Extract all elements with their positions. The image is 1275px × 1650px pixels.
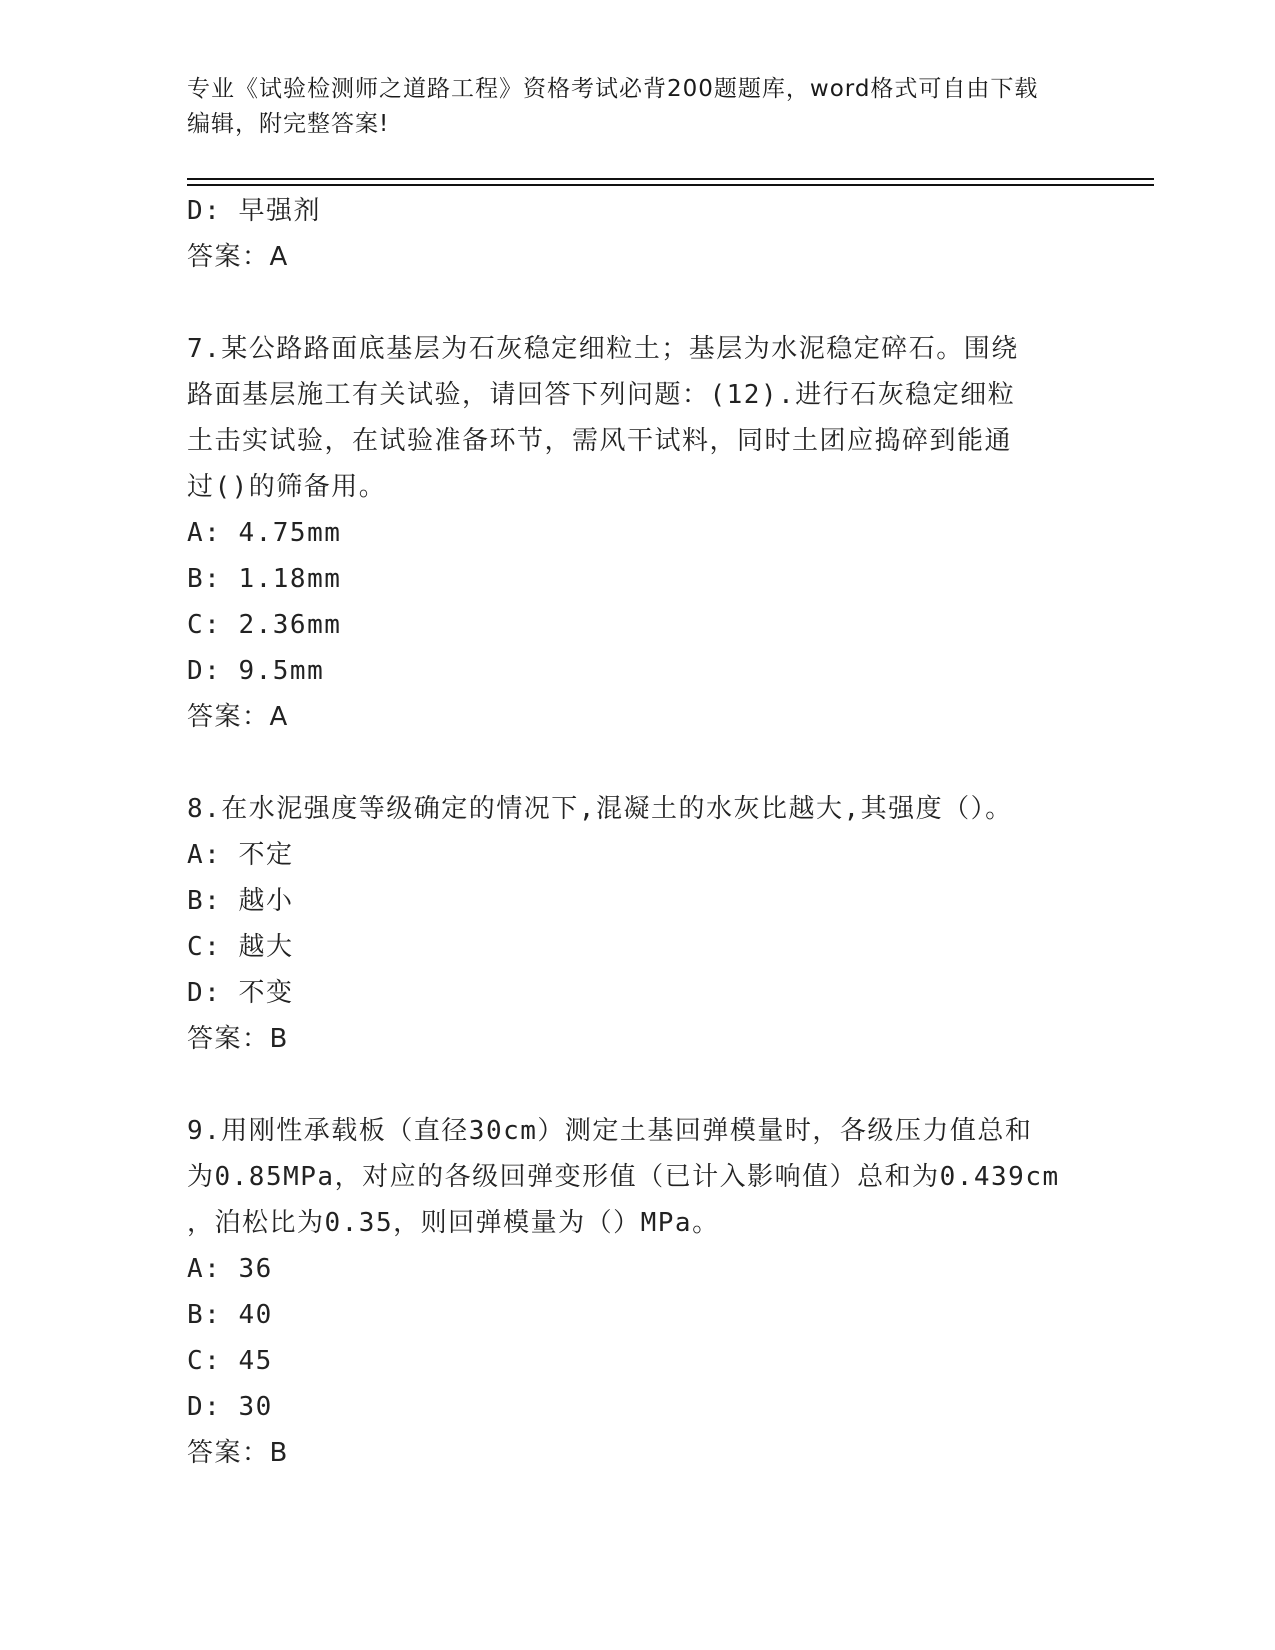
question-9	[187, 1108, 1087, 1476]
header-line-1: 专业《试验检测师之道路工程》资格考试必背200题题库，word格式可自由下载	[187, 76, 1039, 102]
question-line: 为0.85MPa，对应的各级回弹变形值（已计入影响值）总和为0.439cm	[187, 1162, 1060, 1192]
question-line: 路面基层施工有关试验，请回答下列问题：(12).进行石灰稳定细粒	[187, 380, 1016, 410]
question-line: 9.用刚性承载板（直径30cm）测定土基回弹模量时，各级压力值总和	[187, 1116, 1033, 1146]
option-d: D: 9.5mm	[187, 656, 325, 686]
option-c: C: 越大	[187, 932, 294, 962]
question-line: 过()的筛备用。	[187, 472, 387, 502]
option-c: C: 2.36mm	[187, 610, 342, 640]
answer: 答案：A	[187, 242, 289, 272]
question-line: 土击实试验，在试验准备环节，需风干试料，同时土团应捣碎到能通	[187, 426, 1013, 456]
answer: 答案：B	[187, 1438, 289, 1468]
question-text	[187, 786, 1087, 832]
question-line: 7.某公路路面底基层为石灰稳定细粒土；基层为水泥稳定碎石。围绕	[187, 334, 1019, 364]
document-body	[187, 188, 1087, 1476]
answer: 答案：B	[187, 1024, 289, 1054]
question-7	[187, 326, 1087, 740]
option-a: A: 4.75mm	[187, 518, 342, 548]
option-c: C: 45	[187, 1346, 273, 1376]
question-text	[187, 1108, 1087, 1246]
question-line: 8.在水泥强度等级确定的情况下,混凝土的水灰比越大,其强度（）。	[187, 794, 1013, 824]
header-rule-bottom	[187, 184, 1154, 186]
question-line: ，泊松比为0.35，则回弹模量为（）MPa。	[187, 1208, 720, 1238]
spacer	[187, 740, 1087, 786]
previous-question-tail	[187, 188, 1087, 280]
option-d: D: 不变	[187, 978, 294, 1008]
option-d: D: 30	[187, 1392, 273, 1422]
option-b: B: 1.18mm	[187, 564, 342, 594]
header-rule-top	[187, 178, 1154, 180]
header-line-2: 编辑，附完整答案!	[187, 111, 390, 137]
option-b: B: 40	[187, 1300, 273, 1330]
answer: 答案：A	[187, 702, 289, 732]
option-b: B: 越小	[187, 886, 294, 916]
question-8	[187, 786, 1087, 1062]
option-d: D: 早强剂	[187, 196, 321, 226]
option-a: A: 不定	[187, 840, 294, 870]
spacer	[187, 280, 1087, 326]
question-text	[187, 326, 1087, 510]
document-header	[187, 72, 1067, 142]
option-a: A: 36	[187, 1254, 273, 1284]
spacer	[187, 1062, 1087, 1108]
